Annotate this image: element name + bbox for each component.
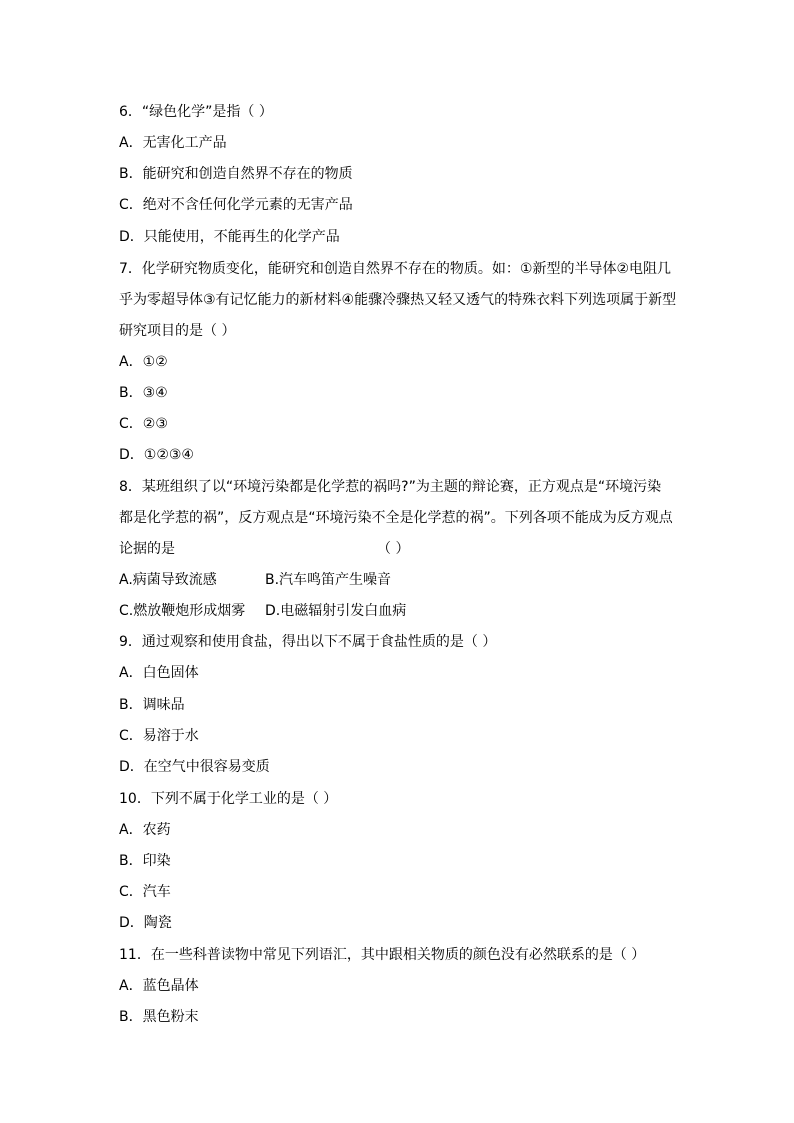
question-8-option-c: C.燃放鞭炮形成烟雾	[119, 603, 246, 619]
question-10-stem: 10．下列不属于化学工业的是（ ）	[119, 791, 338, 807]
question-9-option-c: C．易溶于水	[119, 728, 199, 744]
question-10-option-a: A．农药	[119, 822, 171, 838]
question-10-option-c: C．汽车	[119, 884, 171, 900]
question-6-option-d: D．只能使用，不能再生的化学产品	[119, 229, 340, 245]
question-9-option-b: B．调味品	[119, 697, 185, 713]
question-11-option-b: B．黑色粉末	[119, 1009, 199, 1025]
question-7-stem-line-2: 乎为零超导体③有记忆能力的新材料④能骤冷骤热又轻又透气的特殊衣料下列选项属于新型	[119, 292, 677, 308]
question-11-stem: 11．在一些科普读物中常见下列语汇，其中跟相关物质的颜色没有必然联系的是（ ）	[119, 947, 646, 963]
question-6-option-c: C．绝对不含任何化学元素的无害产品	[119, 197, 353, 213]
question-6-stem: 6．“绿色化学”是指（ ）	[119, 104, 273, 120]
question-8-option-b: B.汽车鸣笛产生噪音	[265, 572, 392, 588]
question-8-stem-line-3	[119, 539, 439, 559]
question-10-option-d: D．陶瓷	[119, 915, 172, 931]
question-8-options-row-1	[119, 570, 419, 590]
question-8-answer-paren: （ ）	[377, 541, 410, 557]
question-6-option-b: B．能研究和创造自然界不存在的物质	[119, 166, 353, 182]
question-8-stem-line-2: 都是化学惹的祸”，反方观点是“环境污染不全是化学惹的祸”。下列各项不能成为反方观点	[119, 510, 673, 526]
question-9-option-d: D．在空气中很容易变质	[119, 759, 270, 775]
question-7-stem-line-1: 7．化学研究物质变化，能研究和创造自然界不存在的物质。如：①新型的半导体②电阻几	[119, 261, 672, 277]
question-6-option-a: A．无害化工产品	[119, 135, 227, 151]
question-7-option-b: B．③④	[119, 385, 168, 401]
question-9-stem: 9．通过观察和使用食盐，得出以下不属于食盐性质的是（ ）	[119, 634, 497, 650]
question-7-option-c: C．②③	[119, 416, 168, 432]
question-11-option-a: A．蓝色晶体	[119, 978, 199, 994]
question-8-stem-tail: 论据的是	[119, 541, 175, 557]
question-8-option-a: A.病菌导致流感	[119, 572, 217, 588]
question-7-option-a: A．①②	[119, 354, 168, 370]
question-7-option-d: D．①②③④	[119, 447, 194, 463]
question-8-stem-line-1: 8．某班组织了以“环境污染都是化学惹的祸吗?”为主题的辩论赛，正方观点是“环境污染	[119, 479, 662, 495]
question-7-stem-line-3: 研究项目的是（ ）	[119, 323, 236, 339]
question-8-options-row-2	[119, 601, 419, 621]
question-8-option-d: D.电磁辐射引发白血病	[265, 603, 407, 619]
question-10-option-b: B．印染	[119, 853, 171, 869]
question-9-option-a: A．白色固体	[119, 665, 199, 681]
